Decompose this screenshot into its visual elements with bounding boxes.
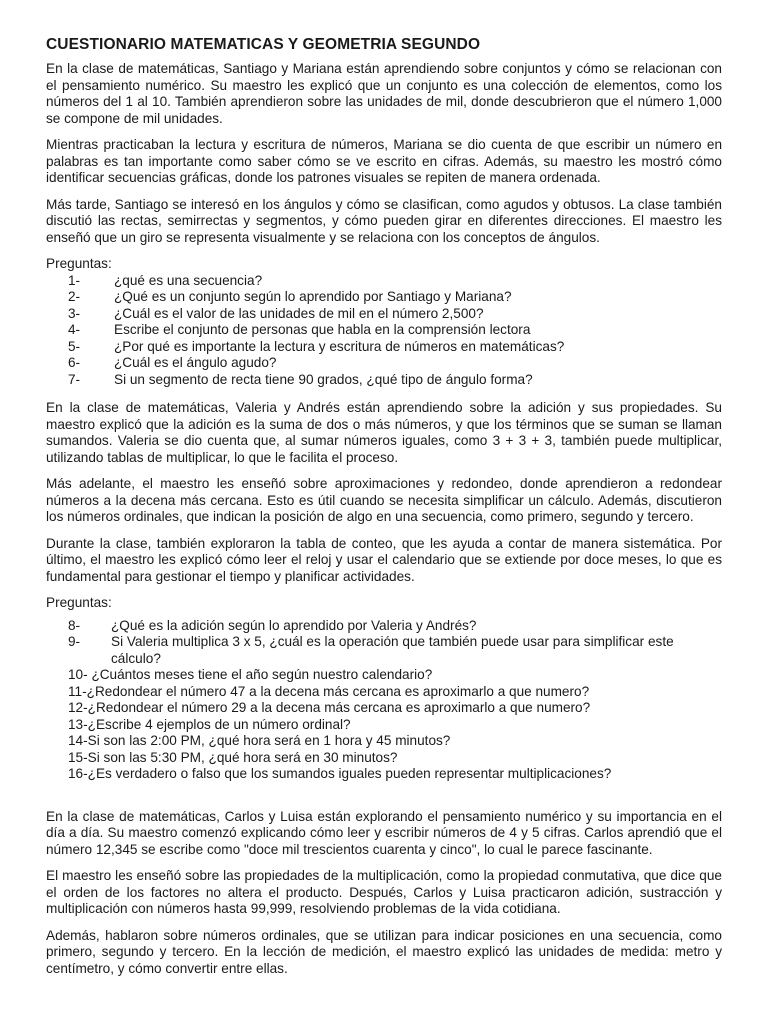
question-number: 13-: [68, 716, 88, 732]
question-text: ¿Por qué es importante la lectura y escritura de números en matemáticas?: [114, 338, 565, 354]
question-item: [46, 618, 722, 635]
question-text: ¿Redondear el número 47 a la decena más cercana es aproximarlo a que numero?: [86, 683, 590, 699]
questions-label: Preguntas:: [46, 256, 112, 271]
question-text: ¿Es verdadero o falso que los sumandos iguales pueden representar multiplicaciones?: [87, 766, 612, 781]
question-list: [46, 618, 722, 783]
question-text: Si son las 5:30 PM, ¿qué hora será en 30 minutos?: [87, 749, 398, 765]
question-item: [46, 667, 722, 684]
paragraph: En la clase de matemáticas, Valeria y Andrés están aprendiendo sobre la adición y sus propiedades. Su maestro explicó que la adición es la suma de dos o más números, y que los términos que se suman se llaman sumandos. Valeria se dio cuenta que, al sumar números iguales, como 3 + 3 + 3, también puede multiplicar, utilizando tablas de multiplicar, lo que le facilita el proceso.: [46, 400, 722, 465]
question-text: ¿Redondear el número 29 a la decena más cercana es aproximarlo a que numero?: [87, 700, 591, 715]
question-number: 7-: [68, 371, 81, 387]
question-number: 16-: [68, 766, 88, 781]
section-divider: [46, 795, 722, 809]
question-number: 3-: [68, 305, 81, 321]
question-text: ¿Escribe 4 ejemplos de un número ordinal?: [87, 716, 351, 732]
question-item: [46, 306, 722, 323]
question-item: [46, 355, 722, 372]
question-number: 5-: [68, 338, 81, 354]
question-number: 2-: [68, 289, 81, 304]
question-number: 14-: [68, 733, 88, 748]
question-item: [46, 372, 722, 389]
question-text: ¿Cuál es el ángulo agudo?: [114, 355, 277, 370]
question-text: ¿Qué es la adición según lo aprendido por Valeria y Andrés?: [111, 617, 477, 633]
question-number: 1-: [68, 272, 81, 288]
question-item: [46, 766, 722, 783]
question-item: [46, 322, 722, 339]
question-number: 15-: [68, 749, 88, 765]
question-item: [46, 700, 722, 717]
question-item: [46, 717, 722, 734]
question-text: ¿qué es una secuencia?: [114, 272, 263, 288]
question-text: Si un segmento de recta tiene 90 grados, ¿qué tipo de ángulo forma?: [114, 371, 533, 387]
question-item: [46, 289, 722, 306]
question-text: Escribe el conjunto de personas que habla en la comprensión lectora: [114, 322, 531, 337]
question-text: ¿Cuántos meses tiene el año según nuestro calendario?: [91, 667, 433, 682]
question-list: [46, 273, 722, 389]
question-text: Si Valeria multiplica 3 x 5, ¿cuál es la operación que también puede usar para simplificar este cálculo?: [111, 634, 674, 666]
paragraph: Más adelante, el maestro les enseñó sobre aproximaciones y redondeo, donde aprendieron a redondear números a la decena más cercana. Esto es útil cuando se necesita simplificar un cálculo. Además, discutieron los números ordinales, que indican la posición de algo en una secuencia, como primero, segundo y tercero.: [46, 476, 722, 524]
question-item: [46, 750, 722, 767]
paragraph: Mientras practicaban la lectura y escritura de números, Mariana se dio cuenta de que escribir un número en palabras es tan importante como saber cómo se ve escrito en cifras. Además, su maestro les mostró cómo identificar secuencias gráficas, donde los patrones visuales se repiten de manera ordenada.: [46, 137, 722, 185]
question-item: [46, 684, 722, 701]
question-number: 11-: [68, 683, 87, 699]
question-item: [46, 273, 722, 290]
question-number: 8-: [68, 617, 81, 633]
paragraph: En la clase de matemáticas, Santiago y Mariana están aprendiendo sobre conjuntos y cómo se relacionan con el pensamiento numérico. Su maestro les explicó que un conjunto es una colección de elementos, como los números del 1 al 10. También aprendieron sobre las unidades de mil, donde descubrieron que el número 1,000 se compone de mil unidades.: [46, 61, 722, 126]
questions-label: Preguntas:: [46, 595, 112, 610]
question-item: [46, 339, 722, 356]
question-item: [46, 634, 722, 667]
paragraph: En la clase de matemáticas, Carlos y Luisa están explorando el pensamiento numérico y su importancia en el día a día. Su maestro comenzó explicando cómo leer y escribir números de 4 y 5 cifras. Carlos aprendió que el número 12,345 se escribe como "doce mil trescientos cuarenta y cinco", lo cual le parece fascinante.: [46, 808, 722, 857]
question-number: 4-: [68, 322, 81, 337]
question-number: 12-: [68, 700, 88, 715]
question-number: 6-: [68, 355, 81, 370]
question-text: Si son las 2:00 PM, ¿qué hora será en 1 hora y 45 minutos?: [87, 733, 451, 748]
paragraph: El maestro les enseñó sobre las propiedades de la multiplicación, como la propiedad conmutativa, que dice que el orden de los factores no altera el producto. Después, Carlos y Luisa practicaron adición, sustracción y multiplicación con números hasta 99,999, resolviendo problemas de la vida cotidiana.: [46, 868, 722, 916]
question-text: ¿Qué es un conjunto según lo aprendido por Santiago y Mariana?: [114, 289, 512, 304]
question-number: 10-: [68, 667, 88, 682]
paragraph: Además, hablaron sobre números ordinales, que se utilizan para indicar posiciones en una secuencia, como primero, segundo y tercero. En la lección de medición, el maestro explicó las unidades de medida: metro y centímetro, y cómo convertir entre ellas.: [46, 927, 722, 976]
paragraph: Durante la clase, también exploraron la tabla de conteo, que les ayuda a contar de manera sistemática. Por último, el maestro les explicó cómo leer el reloj y usar el calendario que se extiende por doce meses, lo que es fundamental para gestionar el tiempo y planificar actividades.: [46, 535, 722, 584]
question-item: [46, 733, 722, 750]
question-text: ¿Cuál es el valor de las unidades de mil en el número 2,500?: [114, 305, 484, 321]
paragraph: Más tarde, Santiago se interesó en los ángulos y cómo se clasifican, como agudos y obtusos. La clase también discutió las rectas, semirrectas y segmentos, y cómo pueden girar en diferentes direcciones. El maestro les enseñó que un giro se representa visualmente y se relaciona con los conceptos de ángulos.: [46, 196, 722, 245]
document-title: CUESTIONARIO MATEMATICAS Y GEOMETRIA SEGUNDO: [46, 36, 481, 53]
question-number: 9-: [68, 634, 81, 649]
